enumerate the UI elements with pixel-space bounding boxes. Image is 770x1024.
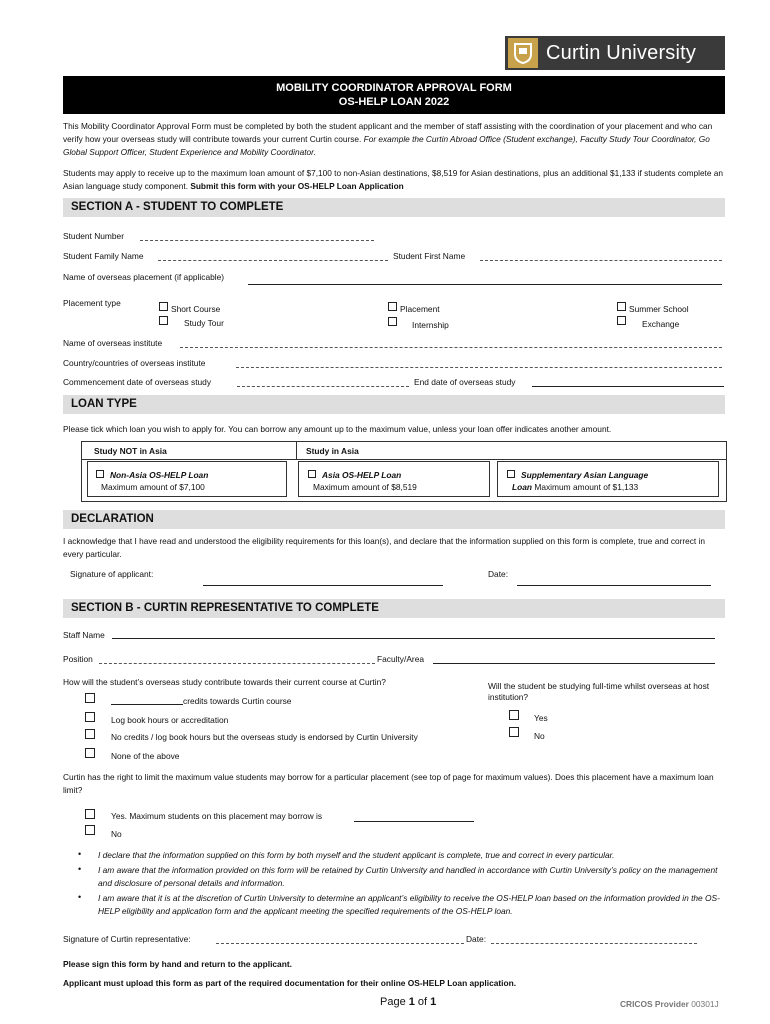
non-asia-loan-max: Maximum amount of $7,100 (101, 482, 205, 492)
declaration-bullet-2: I am aware that the information provided on this form will be retained by Curtin University and handled in accordance with Curtin University’s policy on the management and disclosure of personal details and information. (98, 865, 718, 888)
limit-yes-checkbox[interactable] (85, 809, 95, 819)
internship-label: Internship (412, 320, 449, 330)
end-date-label: End date of overseas study (414, 377, 516, 387)
short-course-label: Short Course (171, 304, 221, 314)
section-b-heading: SECTION B - CURTIN REPRESENTATIVE TO COMPLETE (63, 599, 725, 618)
first-name-field[interactable] (480, 260, 722, 261)
declaration-bullet-3: I am aware that it is at the discretion of Curtin University to determine an applicant’s eligibility to receive the OS-HELP loan based on the information provided in the OS-HELP eligibility and application form and the applicant meeting the specified requirements of the OS-HELP loan. (98, 893, 720, 916)
rep-signature-field[interactable] (216, 943, 464, 944)
position-field[interactable] (99, 663, 375, 664)
max-limit-question: Curtin has the right to limit the maximum value students may borrow for a particular placement (see top of page for maximum values). Does this placement have a maximum loan limit? (63, 772, 714, 795)
fulltime-yes-checkbox[interactable] (509, 710, 519, 720)
declaration-text: I acknowledge that I have read and understood the eligibility requirements for this loan(s), and declare that the information supplied on this form is complete, true and correct in every particular. (63, 536, 705, 559)
country-field[interactable] (236, 367, 722, 368)
limit-no-checkbox[interactable] (85, 825, 95, 835)
endorsed-label: No credits / log book hours but the overseas study is endorsed by Curtin University (111, 732, 418, 742)
placement-label: Placement (400, 304, 440, 314)
credits-checkbox[interactable] (85, 693, 95, 703)
section-a-heading: SECTION A - STUDENT TO COMPLETE (63, 198, 725, 217)
logo-text: Curtin University (546, 41, 697, 64)
placement-type-label: Placement type (63, 298, 121, 308)
summer-school-label: Summer School (629, 304, 689, 314)
fulltime-no-label: No (534, 731, 545, 741)
family-name-field[interactable] (158, 260, 388, 261)
student-number-field[interactable] (140, 240, 374, 241)
family-name-label: Student Family Name (63, 251, 144, 261)
intro-paragraph-1: This Mobility Coordinator Approval Form must be completed by both the student applicant and the member of staff assisting with the coordination of your placement and who can verify how your overseas study will contribute towards your current Curtin course. For example the Curtin Abroad Office (Student exchange), Faculty Study Tour Coordinator, Go Global Support Officer, Student Experience and Mobility Coordinator. (63, 121, 713, 157)
rep-signature-label: Signature of Curtin representative: (63, 934, 191, 944)
footer-note-1: Please sign this form by hand and return to the applicant. (63, 959, 292, 969)
cricos-provider: CRICOS Provider 00301J (620, 999, 719, 1009)
placement-checkbox[interactable] (388, 302, 397, 311)
staff-name-label: Staff Name (63, 630, 105, 640)
col-asia: Study in Asia (306, 446, 359, 456)
credits-field[interactable] (111, 704, 183, 705)
short-course-checkbox[interactable] (159, 302, 168, 311)
limit-yes-label: Yes. Maximum students on this placement may borrow is (111, 811, 323, 821)
declaration-heading: DECLARATION (63, 510, 725, 529)
col-not-asia: Study NOT in Asia (94, 446, 167, 456)
applicant-date-field[interactable] (517, 585, 711, 586)
staff-name-field[interactable] (112, 638, 715, 639)
institute-label: Name of overseas institute (63, 338, 163, 348)
summer-school-checkbox[interactable] (617, 302, 626, 311)
applicant-signature-field[interactable] (203, 585, 443, 586)
study-tour-checkbox[interactable] (159, 316, 168, 325)
country-label: Country/countries of overseas institute (63, 358, 206, 368)
none-checkbox[interactable] (85, 748, 95, 758)
contribution-question: How will the student’s overseas study contribute towards their current course at Curtin? (63, 677, 386, 687)
title-line2: OS-HELP LOAN 2022 (338, 96, 450, 108)
loan-instruction: Please tick which loan you wish to apply for. You can borrow any amount up to the maximum value, unless your loan offer indicates another amount. (63, 424, 612, 434)
non-asia-loan-checkbox[interactable] (96, 470, 104, 478)
supplementary-loan-checkbox[interactable] (507, 470, 515, 478)
asia-loan-checkbox[interactable] (308, 470, 316, 478)
faculty-field[interactable] (433, 663, 715, 664)
rep-date-label: Date: (466, 934, 487, 944)
commencement-field[interactable] (237, 386, 409, 387)
crest-icon (508, 38, 538, 68)
end-date-field[interactable] (532, 386, 724, 387)
logbook-checkbox[interactable] (85, 712, 95, 722)
page-number: Page 1 of 1 (380, 996, 437, 1008)
declaration-bullet-1: I declare that the information supplied on this form by both myself and the student applicant is complete, true and correct in every particular. (98, 850, 615, 860)
bullet-icon: • (78, 864, 82, 874)
exchange-checkbox[interactable] (617, 316, 626, 325)
intro-paragraph-2: Students may apply to receive up to the maximum loan amount of $7,100 to non-Asian destinations, $8,519 for Asian destinations, plus an additional $1,133 if students complete an Asian language study component. Submit this form with your OS-HELP Loan Application (63, 168, 724, 191)
supplementary-loan-max-line: Loan Maximum amount of $1,133 (512, 482, 639, 492)
student-number-label: Student Number (63, 231, 124, 241)
credits-label: credits towards Curtin course (183, 696, 292, 706)
form-title (63, 76, 725, 114)
internship-checkbox[interactable] (388, 317, 397, 326)
bullet-icon: • (78, 849, 82, 859)
non-asia-loan-name: Non-Asia OS-HELP Loan (110, 470, 209, 480)
institute-field[interactable] (180, 347, 722, 348)
asia-loan-max: Maximum amount of $8,519 (313, 482, 417, 492)
loan-type-heading: LOAN TYPE (63, 395, 725, 414)
applicant-date-label: Date: (488, 569, 509, 579)
footer-note-2: Applicant must upload this form as part of the required documentation for their online OS-HELP Loan application. (63, 978, 517, 988)
rep-date-field[interactable] (491, 943, 697, 944)
exchange-label: Exchange (642, 319, 680, 329)
logbook-label: Log book hours or accreditation (111, 715, 229, 725)
supplementary-loan-name: Supplementary Asian Language (521, 470, 649, 480)
fulltime-yes-label: Yes (534, 713, 548, 723)
limit-amount-field[interactable] (354, 821, 474, 822)
applicant-signature-label: Signature of applicant: (70, 569, 154, 579)
bullet-icon: • (78, 892, 82, 902)
faculty-label: Faculty/Area (377, 654, 425, 664)
study-tour-label: Study Tour (184, 318, 224, 328)
endorsed-checkbox[interactable] (85, 729, 95, 739)
placement-name-field[interactable] (248, 284, 722, 285)
placement-name-label: Name of overseas placement (if applicable) (63, 272, 225, 282)
first-name-label: Student First Name (393, 251, 466, 261)
asia-loan-name: Asia OS-HELP Loan (322, 470, 402, 480)
commencement-label: Commencement date of overseas study (63, 377, 212, 387)
fulltime-question: Will the student be studying full-time whilst overseas at host institution? (488, 681, 710, 702)
fulltime-no-checkbox[interactable] (509, 727, 519, 737)
curtin-logo (505, 36, 725, 70)
title-line1: MOBILITY COORDINATOR APPROVAL FORM (276, 82, 512, 94)
position-label: Position (63, 654, 93, 664)
limit-no-label: No (111, 829, 122, 839)
none-label: None of the above (111, 751, 180, 761)
